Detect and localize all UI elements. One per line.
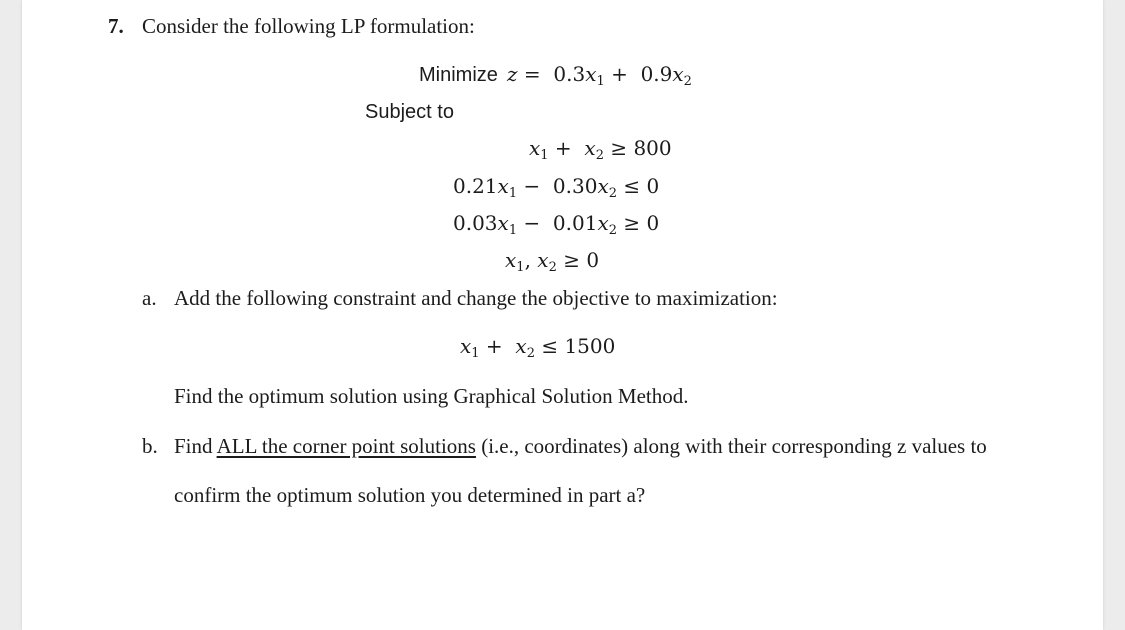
document-page: [22, 0, 1103, 630]
part-b-text-mid: (i.e., coordinates) along with their corresponding z values to: [481, 434, 987, 458]
question-number: 7.: [108, 14, 124, 38]
question-intro: Consider the following LP formulation:: [142, 14, 475, 38]
part-b-text-start: Find: [174, 434, 213, 458]
part-b-text-line2: confirm the optimum solution you determined in part a?: [174, 483, 646, 507]
subject-to-label: Subject to: [365, 101, 454, 123]
part-a-text: Add the following constraint and change the objective to maximization:: [174, 286, 778, 310]
constraint-1: $x_1 + x_2 \ge 800$: [529, 136, 672, 163]
part-a-instruction: Find the optimum solution using Graphical Solution Method.: [174, 384, 689, 408]
constraint-3: $0.03x_1 - 0.01x_2 \ge 0$: [453, 211, 660, 238]
part-b-text-line1: [174, 436, 987, 457]
constraint-2: $0.21x_1 - 0.30x_2 \le 0$: [453, 174, 660, 201]
objective-function: $z = 0.3x_1 + 0.9x_2$: [507, 62, 692, 89]
part-a-constraint: $x_1 + x_2 \le 1500$: [460, 334, 616, 361]
objective-label: Minimize: [419, 64, 498, 86]
part-a-marker: a.: [142, 286, 157, 310]
part-b-underlined: ALL the corner point solutions: [216, 434, 476, 458]
constraint-nonnegativity: $x_1$, $x_2 \ge 0$: [505, 248, 600, 275]
part-b-marker: b.: [142, 434, 158, 458]
